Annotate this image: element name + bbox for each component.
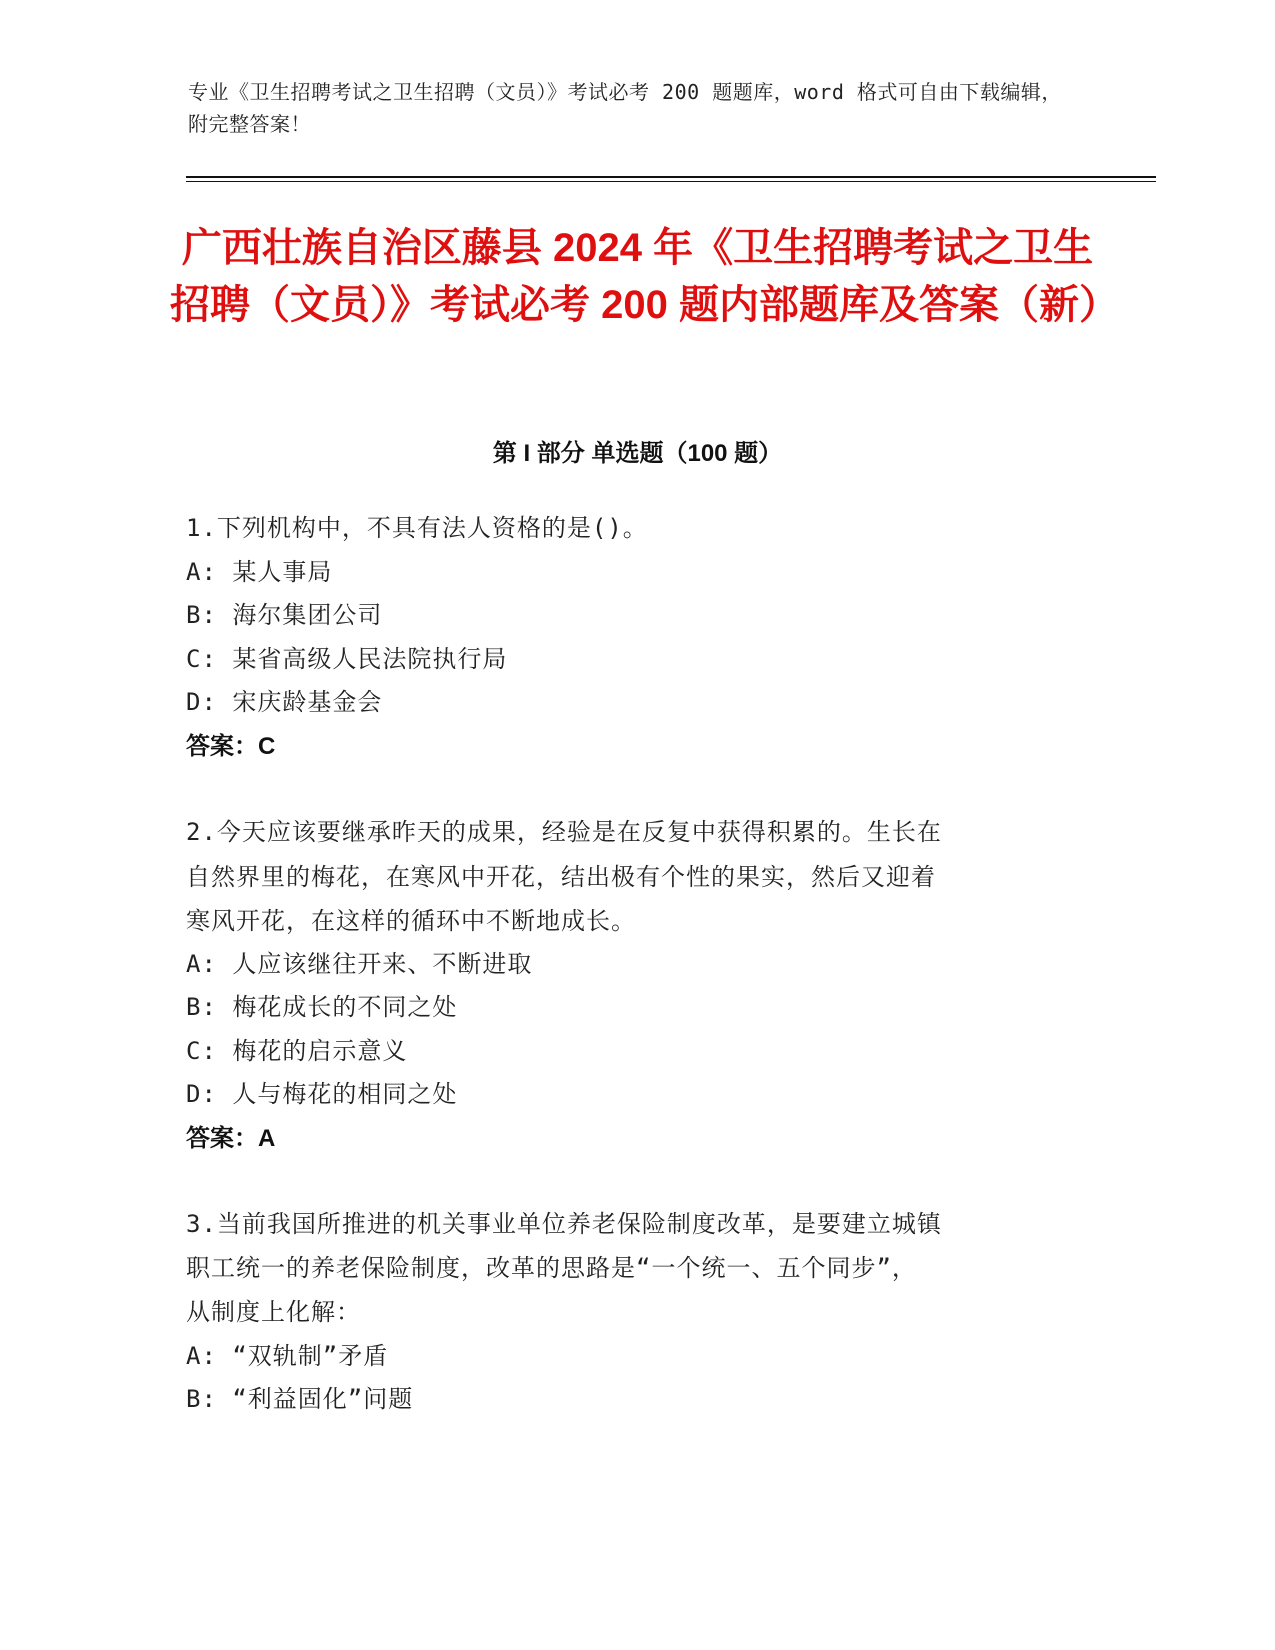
question-2-option-b: B: 梅花成长的不同之处 xyxy=(186,993,458,1021)
question-3-stem-line-3: 从制度上化解： xyxy=(186,1298,361,1326)
header-divider-thin xyxy=(186,181,1156,182)
question-1-option-d: D: 宋庆龄基金会 xyxy=(186,688,383,716)
question-2-answer: 答案：A xyxy=(186,1125,276,1152)
question-2-option-d: D: 人与梅花的相同之处 xyxy=(186,1080,458,1108)
question-2-stem-line-3: 寒风开花，在这样的循环中不断地成长。 xyxy=(186,907,636,935)
question-1-option-c: C: 某省高级人民法院执行局 xyxy=(186,645,508,673)
question-2-option-c: C: 梅花的启示意义 xyxy=(186,1037,408,1065)
question-1-answer: 答案：C xyxy=(186,733,276,760)
document-title: 广西壮族自治区藤县 2024 年《卫生招聘考试之卫生招聘（文员）》考试必考 200 题内部题库及答案（新） xyxy=(170,226,1119,327)
section-heading: 第 I 部分 单选题（100 题） xyxy=(492,440,783,467)
question-1-option-b: B: 海尔集团公司 xyxy=(186,601,383,629)
question-3-option-a: A: “双轨制”矛盾 xyxy=(186,1342,389,1370)
question-3-stem-line-2: 职工统一的养老保险制度，改革的思路是“一个统一、五个同步”， xyxy=(186,1254,917,1282)
question-3-stem-line-1: 3.当前我国所推进的机关事业单位养老保险制度改革，是要建立城镇 xyxy=(186,1210,942,1238)
question-2-stem-line-2: 自然界里的梅花，在寒风中开花，结出极有个性的果实，然后又迎着 xyxy=(186,863,936,891)
question-2-stem-line-1: 2.今天应该要继承昨天的成果，经验是在反复中获得积累的。生长在 xyxy=(186,818,942,846)
question-1-stem: 1.下列机构中，不具有法人资格的是()。 xyxy=(186,514,648,542)
intro-text: 专业《卫生招聘考试之卫生招聘（文员）》考试必考 200 题题库，word 格式可自由下载编辑，附完整答案！ xyxy=(188,80,1062,136)
question-2-option-a: A: 人应该继往开来、不断进取 xyxy=(186,950,533,978)
header-divider-thick xyxy=(186,176,1156,178)
question-1-option-a: A: 某人事局 xyxy=(186,558,333,586)
question-3-option-b: B: “利益固化”问题 xyxy=(186,1385,414,1413)
